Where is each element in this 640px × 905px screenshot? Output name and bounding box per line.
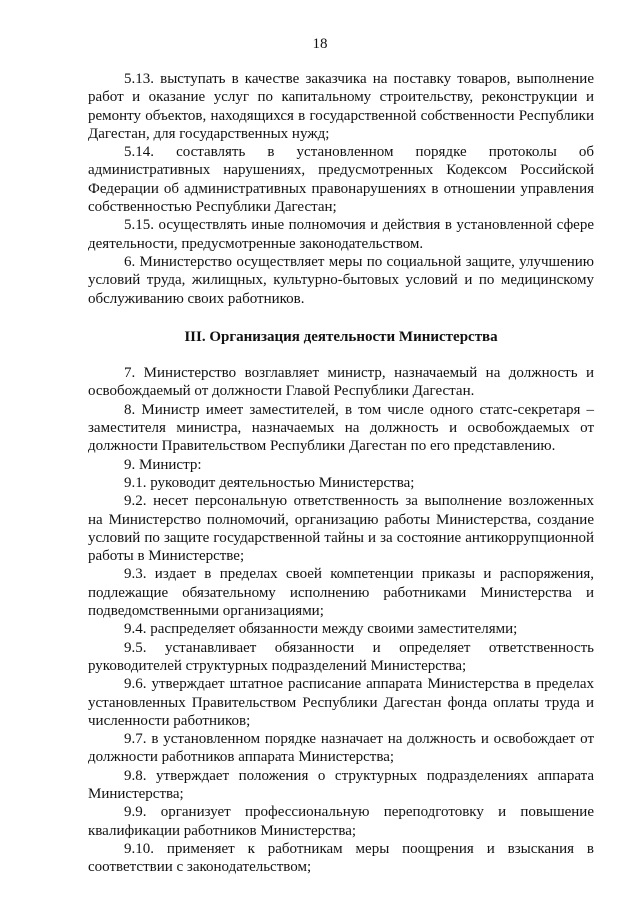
paragraph-9-8: 9.8. утверждает положения о структурных подразделениях аппарата Министерства; [88,767,594,802]
paragraph-9-7: 9.7. в установленном порядке назначает на должность и освобождает от должности работников аппарата Министерства; [88,731,594,766]
paragraph-9-5: 9.5. устанавливает обязанности и определяет ответственность руководителей структурных подразделений Министерства; [88,639,594,674]
paragraph-9-6: 9.6. утверждает штатное расписание аппарата Министерства в пределах установленных Правительством Республики Дагестан фонда оплаты труда и численности работников; [88,676,594,729]
paragraph-5-15: 5.15. осуществлять иные полномочия и действия в установленной сфере деятельности, предусмотренные законодательством. [88,217,594,252]
paragraph-5-13: 5.13. выступать в качестве заказчика на поставку товаров, выполнение работ и оказание услуг по капитальному строительству, реконструкции и ремонту объектов, находящихся в государственной собственности Республики Дагестан, для государственных нужд; [88,71,594,142]
section-heading: III. Организация деятельности Министерства [184,328,498,345]
paragraph-7: 7. Министерство возглавляет министр, назначаемый на должность и освобождаемый от должности Главой Республики Дагестан. [88,365,594,400]
paragraph-9-4: 9.4. распределяет обязанности между своими заместителями; [124,621,518,638]
page-number: 18 [312,36,328,52]
paragraph-9-9: 9.9. организует профессиональную переподготовку и повышение квалификации работников Министерства; [88,804,594,839]
paragraph-9-2: 9.2. несет персональную ответственность за выполнение возложенных на Министерство полномочий, организацию работы Министерства, создание условий по защите государственной тайны и за состояние антикоррупционной работы в Министерстве; [88,493,594,565]
paragraph-9-3: 9.3. издает в пределах своей компетенции приказы и распоряжения, подлежащие обязательному исполнению работниками Министерства и подведомственными организациями; [88,566,594,620]
paragraph-8: 8. Министр имеет заместителей, в том числе одного статс-секретаря – заместителя министра, назначаемых на должность и освобождаемых от должности Правительством Республики Дагестан по его представлению. [88,401,594,455]
paragraph-5-14: 5.14. составлять в установленном порядке протоколы об административных нарушениях, предусмотренных Кодексом Российской Федерации об административных правонарушениях в отношении управления собственностью Республики Дагестан; [88,144,594,216]
paragraph-9-10: 9.10. применяет к работникам меры поощрения и взыскания в соответствии с законодательством; [88,840,594,876]
paragraph-9-1: 9.1. руководит деятельностью Министерства; [124,474,415,491]
document-body [88,70,594,876]
paragraph-6: 6. Министерство осуществляет меры по социальной защите, улучшению условий труда, жилищных, культурно-бытовых условий и по медицинскому обслуживанию своих работников. [88,253,594,307]
paragraph-9: 9. Министр: [124,456,202,473]
